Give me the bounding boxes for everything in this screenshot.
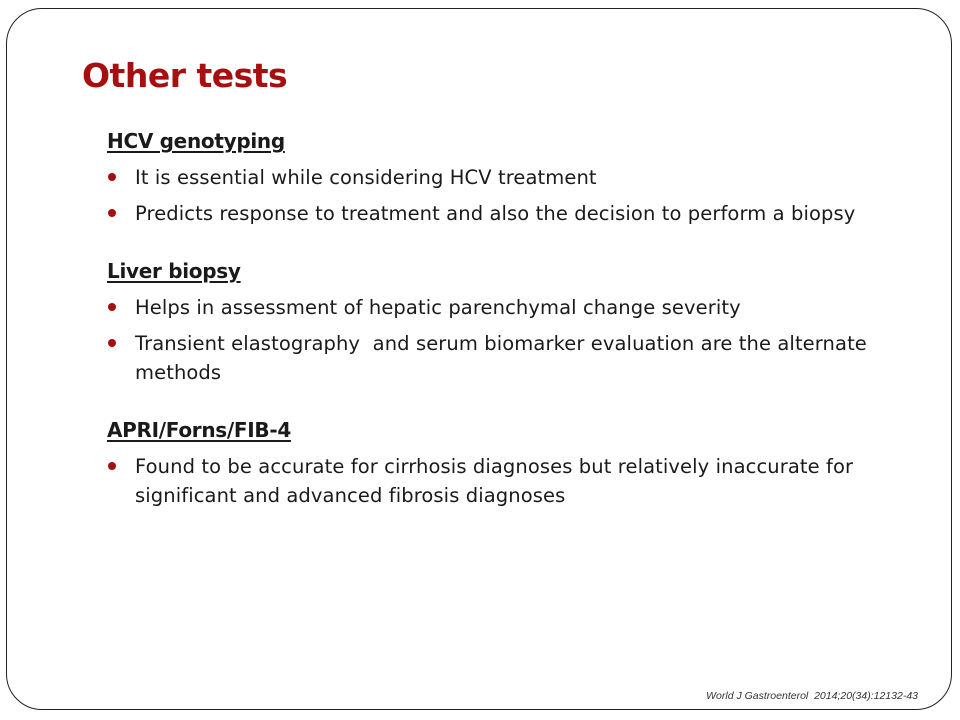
section-heading: Liver biopsy [107, 259, 241, 283]
bullet-item [107, 329, 897, 387]
bullet-list [107, 163, 897, 228]
bullet-text: Transient elastography and serum biomarker evaluation are the alternate methods [135, 332, 874, 384]
section-heading: HCV genotyping [107, 129, 285, 153]
bullet-text: Found to be accurate for cirrhosis diagnoses but relatively inaccurate for significant and advanced fibrosis diagnoses [135, 455, 854, 507]
section-heading: APRI/Forns/FIB-4 [107, 418, 291, 442]
bullet-dot-icon [108, 173, 116, 181]
slide-content [107, 128, 897, 540]
bullet-list [107, 452, 897, 510]
bullet-item [107, 199, 897, 228]
section-hcv-genotyping [107, 128, 897, 228]
bullet-item [107, 293, 897, 322]
section-liver-biopsy [107, 258, 897, 387]
bullet-dot-icon [108, 339, 116, 347]
slide-title: Other tests [82, 56, 288, 95]
bullet-item [107, 163, 897, 192]
bullet-item [107, 452, 897, 510]
bullet-text: Predicts response to treatment and also the decision to perform a biopsy [135, 202, 856, 225]
bullet-dot-icon [108, 303, 116, 311]
bullet-list [107, 293, 897, 387]
bullet-text: It is essential while considering HCV treatment [135, 166, 597, 189]
bullet-text: Helps in assessment of hepatic parenchymal change severity [135, 296, 741, 319]
section-apri-forns-fib4 [107, 417, 897, 510]
bullet-dot-icon [108, 209, 116, 217]
citation: World J Gastroenterol 2014;20(34):12132-43 [706, 690, 918, 702]
bullet-dot-icon [108, 462, 116, 470]
